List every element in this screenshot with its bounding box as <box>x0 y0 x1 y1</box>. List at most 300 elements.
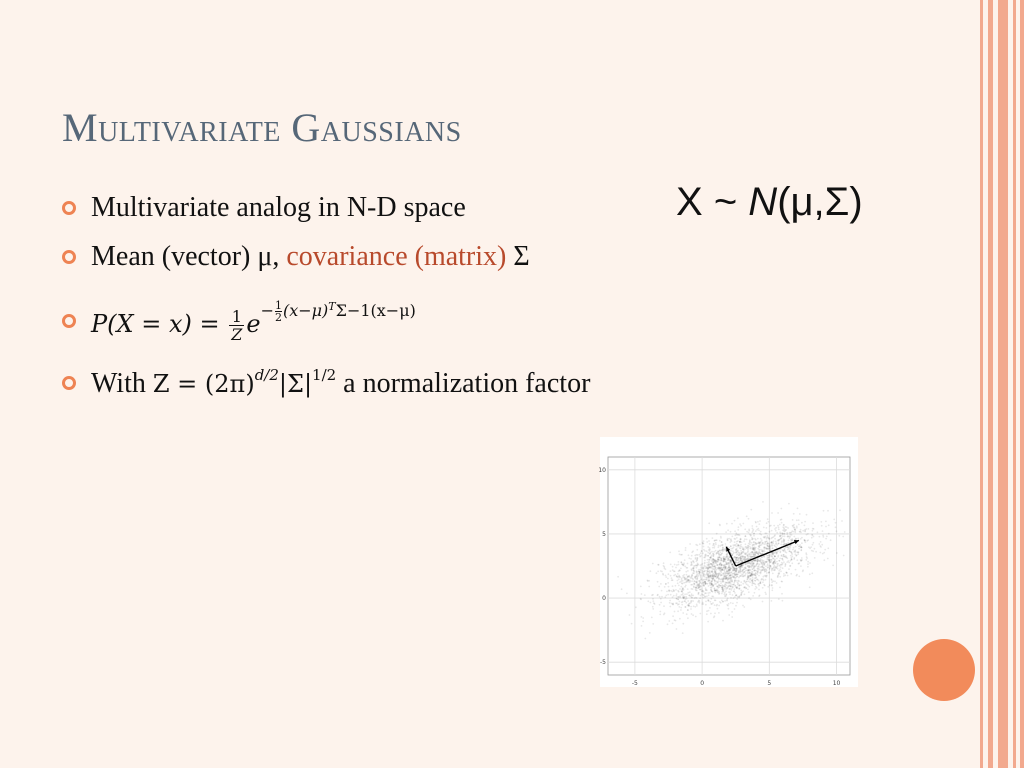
scatter-point <box>740 552 742 554</box>
scatter-point <box>742 605 744 607</box>
scatter-point <box>691 580 693 582</box>
scatter-point <box>771 568 773 570</box>
scatter-point <box>717 580 719 582</box>
scatter-point <box>688 557 690 559</box>
scatter-point <box>777 512 779 514</box>
scatter-point <box>706 562 708 564</box>
scatter-point <box>722 573 724 575</box>
scatter-point <box>776 558 778 560</box>
scatter-point <box>801 537 803 539</box>
scatter-point <box>737 582 739 584</box>
scatter-point <box>756 529 758 531</box>
scatter-point <box>768 521 770 523</box>
x-tick-label: 5 <box>767 680 772 687</box>
scatter-point <box>796 551 798 553</box>
scatter-point <box>668 590 670 592</box>
scatter-point <box>796 559 798 561</box>
scatter-point <box>669 606 671 608</box>
scatter-point <box>718 568 720 570</box>
scatter-point <box>836 530 838 532</box>
scatter-point <box>732 563 734 565</box>
scatter-point <box>682 592 684 594</box>
scatter-plot-svg <box>600 437 858 687</box>
scatter-point <box>745 535 747 537</box>
scatter-point <box>696 570 698 572</box>
scatter-point <box>732 584 734 586</box>
scatter-point <box>666 591 668 593</box>
scatter-point <box>726 600 728 602</box>
scatter-point <box>790 555 792 557</box>
scatter-point <box>657 564 659 566</box>
scatter-point <box>769 545 771 547</box>
scatter-point <box>762 601 764 603</box>
scatter-point <box>726 582 728 584</box>
scatter-point <box>807 561 809 563</box>
scatter-point <box>703 571 705 573</box>
scatter-point <box>757 521 759 523</box>
scatter-point <box>726 555 728 557</box>
scatter-point <box>661 596 663 598</box>
scatter-point <box>707 621 709 623</box>
scatter-point <box>752 581 754 583</box>
scatter-point <box>726 539 728 541</box>
scatter-point <box>728 614 730 616</box>
scatter-point <box>765 543 767 545</box>
normalizer-fraction: $\frac{1}{Z}$ <box>231 306 243 344</box>
scatter-point <box>702 597 704 599</box>
scatter-point <box>686 581 688 583</box>
scatter-point <box>709 580 711 582</box>
formula-tilde: ~ <box>713 180 738 224</box>
scatter-point <box>697 563 699 565</box>
scatter-point <box>687 570 689 572</box>
scatter-point <box>810 546 812 548</box>
scatter-point <box>682 632 684 634</box>
bullet-prefix: Mean (vector) μ, <box>91 241 287 272</box>
scatter-point <box>696 559 698 561</box>
scatter-point <box>819 536 821 538</box>
scatter-point <box>763 569 765 571</box>
scatter-point <box>735 577 737 579</box>
scatter-point <box>727 578 729 580</box>
scatter-point <box>685 602 687 604</box>
scatter-point <box>682 612 684 614</box>
scatter-point <box>780 535 782 537</box>
scatter-point <box>775 546 777 548</box>
scatter-point <box>782 600 784 602</box>
scatter-point <box>736 602 738 604</box>
scatter-point <box>742 574 744 576</box>
bullet-item <box>62 188 466 228</box>
scatter-point <box>668 573 670 575</box>
scatter-point <box>730 602 732 604</box>
bullet-text: With $Z = (2\pi)^{d/2}|\Sigma|^{1/2}$ a normalization factor <box>91 366 591 399</box>
scatter-point <box>687 592 689 594</box>
scatter-point <box>675 567 677 569</box>
scatter-point <box>708 575 710 577</box>
scatter-point <box>754 583 756 585</box>
scatter-point <box>827 558 829 560</box>
decorative-circle <box>913 639 975 701</box>
scatter-point <box>705 566 707 568</box>
scatter-point <box>773 558 775 560</box>
scatter-point <box>723 556 725 558</box>
scatter-point <box>715 553 717 555</box>
scatter-point <box>793 513 795 515</box>
scatter-point <box>771 600 773 602</box>
scatter-point <box>664 586 666 588</box>
scatter-point <box>744 557 746 559</box>
scatter-point <box>753 573 755 575</box>
scatter-point <box>751 569 753 571</box>
scatter-point <box>736 537 738 539</box>
scatter-point <box>749 572 751 574</box>
scatter-point <box>735 549 737 551</box>
scatter-point <box>743 581 745 583</box>
scatter-point <box>706 550 708 552</box>
bullet-ring-icon <box>62 250 76 264</box>
scatter-point <box>742 569 744 571</box>
scatter-point <box>791 562 793 564</box>
scatter-point <box>725 568 727 570</box>
scatter-point <box>797 508 799 510</box>
scatter-point <box>706 595 708 597</box>
scatter-point <box>733 582 735 584</box>
scatter-point <box>671 577 673 579</box>
scatter-point <box>716 604 718 606</box>
scatter-point <box>617 576 619 578</box>
scatter-point <box>685 596 687 598</box>
scatter-point <box>838 535 840 537</box>
scatter-point <box>822 553 824 555</box>
scatter-point <box>768 548 770 550</box>
scatter-point <box>743 606 745 608</box>
scatter-point <box>648 586 650 588</box>
scatter-point <box>753 541 755 543</box>
scatter-point <box>825 538 827 540</box>
scatter-point <box>688 554 690 556</box>
scatter-point <box>752 529 754 531</box>
scatter-point <box>712 591 714 593</box>
scatter-point <box>734 585 736 587</box>
scatter-point <box>744 528 746 530</box>
scatter-point <box>741 565 743 567</box>
scatter-point <box>681 594 683 596</box>
scatter-point <box>705 592 707 594</box>
y-tick-label: 5 <box>602 530 606 538</box>
scatter-point <box>756 526 758 528</box>
scatter-point <box>784 574 786 576</box>
scatter-point <box>779 576 781 578</box>
scatter-point <box>802 571 804 573</box>
scatter-point <box>748 577 750 579</box>
scatter-point <box>715 573 717 575</box>
scatter-point <box>665 595 667 597</box>
scatter-point <box>683 562 685 564</box>
scatter-point <box>740 544 742 546</box>
scatter-point <box>738 557 740 559</box>
scatter-point <box>788 503 790 505</box>
scatter-point <box>712 553 714 555</box>
scatter-point <box>766 522 768 524</box>
scatter-point <box>782 535 784 537</box>
scatter-point <box>755 530 757 532</box>
scatter-point <box>781 558 783 560</box>
scatter-point <box>709 543 711 545</box>
scatter-point <box>836 552 838 554</box>
scatter-point <box>712 547 714 549</box>
scatter-point <box>762 581 764 583</box>
scatter-point <box>660 602 662 604</box>
scatter-point <box>672 566 674 568</box>
y-tick-label: 0 <box>602 595 606 603</box>
scatter-point <box>684 600 686 602</box>
scatter-point <box>797 553 799 555</box>
scatter-point <box>758 589 760 591</box>
scatter-point <box>716 533 718 535</box>
scatter-point <box>782 533 784 535</box>
scatter-point <box>721 560 723 562</box>
scatter-point <box>723 558 725 560</box>
scatter-point <box>733 577 735 579</box>
scatter-point <box>691 597 693 599</box>
scatter-point <box>712 537 714 539</box>
scatter-point <box>781 522 783 524</box>
scatter-point <box>710 601 712 603</box>
scatter-point <box>769 568 771 570</box>
scatter-point <box>778 573 780 575</box>
formula-args: (μ,Σ) <box>777 180 863 224</box>
scatter-point <box>767 542 769 544</box>
scatter-point <box>812 544 814 546</box>
scatter-point <box>706 541 708 543</box>
scatter-point <box>820 546 822 548</box>
scatter-point <box>772 573 774 575</box>
scatter-point <box>793 536 795 538</box>
scatter-point <box>772 554 774 556</box>
scatter-point <box>794 531 796 533</box>
scatter-point <box>713 543 715 545</box>
scatter-point <box>660 598 662 600</box>
scatter-point <box>731 571 733 573</box>
scatter-point <box>715 542 717 544</box>
scatter-point <box>670 564 672 566</box>
scatter-point <box>621 588 623 590</box>
scatter-point <box>658 586 660 588</box>
scatter-point <box>762 501 764 503</box>
scatter-point <box>695 558 697 560</box>
scatter-point <box>767 559 769 561</box>
scatter-point <box>745 567 747 569</box>
scatter-point <box>702 567 704 569</box>
scatter-point <box>741 541 743 543</box>
scatter-point <box>736 580 738 582</box>
scatter-point <box>814 548 816 550</box>
scatter-point <box>804 521 806 523</box>
scatter-point <box>717 608 719 610</box>
scatter-point <box>692 614 694 616</box>
scatter-point <box>748 591 750 593</box>
scatter-point <box>758 575 760 577</box>
scatter-point <box>695 578 697 580</box>
scatter-point <box>696 597 698 599</box>
scatter-point <box>697 584 699 586</box>
scatter-point <box>764 592 766 594</box>
scatter-point <box>784 526 786 528</box>
scatter-point <box>691 595 693 597</box>
scatter-point <box>713 566 715 568</box>
scatter-point <box>809 562 811 564</box>
scatter-point <box>746 515 748 517</box>
scatter-point <box>676 564 678 566</box>
scatter-point <box>753 533 755 535</box>
scatter-point <box>774 581 776 583</box>
scatter-point <box>725 531 727 533</box>
scatter-point <box>709 553 711 555</box>
scatter-point <box>779 558 781 560</box>
scatter-point <box>755 576 757 578</box>
scatter-point <box>750 554 752 556</box>
scatter-point <box>758 523 760 525</box>
scatter-point <box>734 520 736 522</box>
scatter-point <box>815 551 817 553</box>
scatter-point <box>768 572 770 574</box>
scatter-point <box>774 534 776 536</box>
scatter-point <box>759 558 761 560</box>
scatter-point <box>694 555 696 557</box>
scatter-point <box>665 568 667 570</box>
scatter-point <box>722 601 724 603</box>
scatter-point <box>724 566 726 568</box>
scatter-point <box>761 563 763 565</box>
scatter-point <box>767 546 769 548</box>
scatter-point <box>724 588 726 590</box>
y-tick-label: -5 <box>600 659 606 667</box>
scatter-point <box>731 536 733 538</box>
scatter-point <box>768 561 770 563</box>
scatter-point <box>744 586 746 588</box>
scatter-point <box>721 593 723 595</box>
scatter-point <box>820 521 822 523</box>
scatter-point <box>736 598 738 600</box>
scatter-point <box>732 553 734 555</box>
scatter-point <box>794 528 796 530</box>
scatter-point <box>789 537 791 539</box>
scatter-point <box>754 588 756 590</box>
scatter-point <box>693 573 695 575</box>
scatter-point <box>746 581 748 583</box>
scatter-point <box>734 544 736 546</box>
scatter-point <box>717 551 719 553</box>
scatter-point <box>677 573 679 575</box>
scatter-point <box>683 589 685 591</box>
scatter-point <box>699 571 701 573</box>
x-tick-label: -5 <box>631 680 638 687</box>
scatter-point <box>791 532 793 534</box>
scatter-point <box>786 532 788 534</box>
scatter-point <box>711 560 713 562</box>
scatter-point <box>719 550 721 552</box>
scatter-point <box>682 601 684 603</box>
scatter-point <box>708 522 710 524</box>
scatter-point <box>641 616 643 618</box>
scatter-point <box>839 509 841 511</box>
scatter-point <box>719 555 721 557</box>
x-tick-label: 0 <box>700 680 705 687</box>
scatter-point <box>721 552 723 554</box>
scatter-point <box>707 570 709 572</box>
scatter-point <box>667 582 669 584</box>
scatter-point <box>754 580 756 582</box>
scatter-point <box>678 585 680 587</box>
scatter-point <box>827 547 829 549</box>
scatter-point <box>652 563 654 565</box>
scatter-point <box>710 598 712 600</box>
scatter-point <box>842 536 844 538</box>
scatter-point <box>724 549 726 551</box>
scatter-point <box>734 592 736 594</box>
scatter-point <box>708 577 710 579</box>
scatter-point <box>640 598 642 600</box>
scatter-point <box>759 566 761 568</box>
scatter-point <box>765 547 767 549</box>
scatter-point <box>795 538 797 540</box>
scatter-point <box>684 578 686 580</box>
scatter-point <box>755 572 757 574</box>
scatter-point <box>686 567 688 569</box>
scatter-point <box>751 551 753 553</box>
scatter-point <box>759 520 761 522</box>
scatter-point <box>699 602 701 604</box>
scatter-point <box>721 549 723 551</box>
scatter-point <box>751 537 753 539</box>
scatter-point <box>742 557 744 559</box>
scatter-point <box>739 588 741 590</box>
scatter-point <box>689 581 691 583</box>
scatter-point <box>756 560 758 562</box>
scatter-point <box>796 554 798 556</box>
scatter-point <box>695 590 697 592</box>
scatter-point <box>669 600 671 602</box>
scatter-point <box>681 563 683 565</box>
scatter-point <box>708 549 710 551</box>
scatter-point <box>647 580 649 582</box>
scatter-point <box>818 543 820 545</box>
scatter-point <box>711 603 713 605</box>
scatter-point <box>712 564 714 566</box>
scatter-point <box>783 561 785 563</box>
scatter-point <box>689 579 691 581</box>
scatter-point <box>668 586 670 588</box>
scatter-point <box>723 593 725 595</box>
scatter-point <box>687 617 689 619</box>
scatter-point <box>677 590 679 592</box>
scatter-point <box>705 587 707 589</box>
scatter-point <box>784 533 786 535</box>
scatter-point <box>776 582 778 584</box>
scatter-point <box>699 543 701 545</box>
scatter-point <box>743 540 745 542</box>
scatter-point <box>749 541 751 543</box>
scatter-point <box>651 594 653 596</box>
scatter-point <box>780 508 782 510</box>
scatter-point <box>737 544 739 546</box>
scatter-point <box>830 539 832 541</box>
bullet-text <box>91 241 530 273</box>
scatter-point <box>777 556 779 558</box>
scatter-point <box>735 574 737 576</box>
scatter-point <box>691 578 693 580</box>
